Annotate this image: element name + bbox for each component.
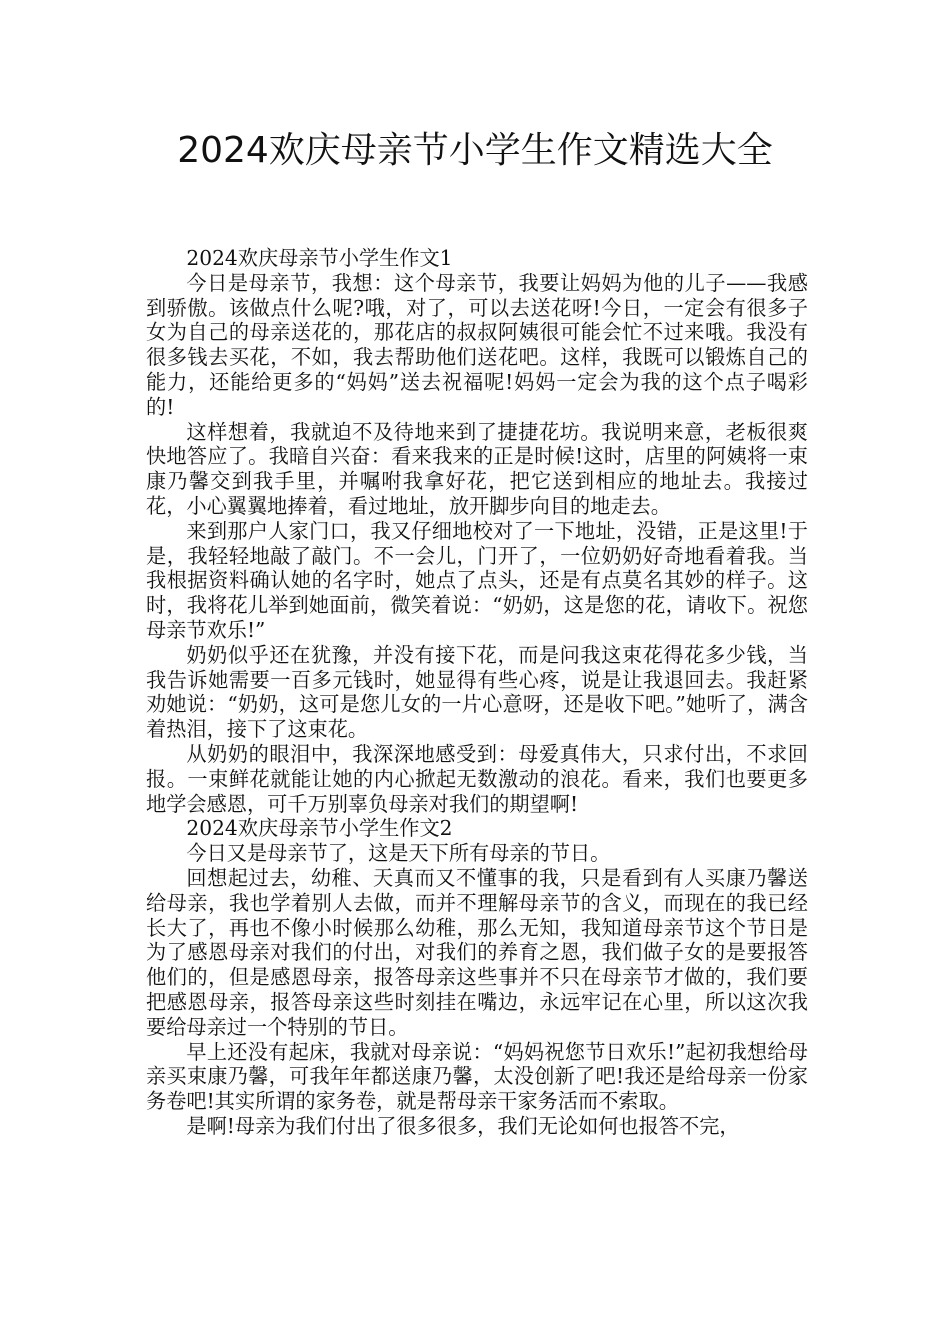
essay-heading-2: 2024欢庆母亲节小学生作文2 — [186, 816, 453, 841]
paragraph: 来到那户人家门口，我又仔细地校对了一下地址，没错，正是这里!于是，我轻轻地敲了敲门。不一会儿，门开了，一位奶奶好奇地看着我。当我根据资料确认她的名字时，她点了点头，还是有点莫名其妙的样子。这时，我将花儿举到她面前，微笑着说：“奶奶，这是您的花，请收下。祝您母亲节欢乐!” — [146, 518, 808, 642]
paragraph: 早上还没有起床，我就对母亲说：“妈妈祝您节日欢乐!”起初我想给母亲买束康乃馨，可我年年都送康乃馨，太没创新了吧!我还是给母亲一份家务卷吧!其实所谓的家务卷，就是帮母亲干家务活而不索取。 — [146, 1039, 808, 1114]
paragraph: 今日又是母亲节了，这是天下所有母亲的节日。 — [186, 841, 611, 866]
paragraph: 是啊!母亲为我们付出了很多很多，我们无论如何也报答不完， — [186, 1113, 740, 1138]
document-body — [146, 246, 808, 1139]
paragraph: 这样想着，我就迫不及待地来到了捷捷花坊。我说明来意，老板很爽快地答应了。我暗自兴奋：看来我来的正是时候!这时，店里的阿姨将一束康乃馨交到我手里，并嘱咐我拿好花，把它送到相应的地址去。我接过花，小心翼翼地捧着，看过地址，放开脚步向目的地走去。 — [146, 419, 808, 518]
paragraph: 回想起过去，幼稚、天真而又不懂事的我，只是看到有人买康乃馨送给母亲，我也学着别人去做，而并不理解母亲节的含义，而现在的我已经长大了，再也不像小时候那么幼稚，那么无知，我知道母亲节这个节日是为了感恩母亲对我们的付出，对我们的养育之恩，我们做子女的是要报答他们的，但是感恩母亲，报答母亲这些事并不只在母亲节才做的，我们要把感恩母亲，报答母亲这些时刻挂在嘴边，永远牢记在心里，所以这次我要给母亲过一个特别的节日。 — [146, 865, 808, 1039]
paragraph: 奶奶似乎还在犹豫，并没有接下花，而是问我这束花得花多少钱，当我告诉她需要一百多元钱时，她显得有些心疼，说是让我退回去。我赶紧劝她说：“奶奶，这可是您儿女的一片心意呀，还是收下吧。”她听了，满含着热泪，接下了这束花。 — [146, 642, 808, 742]
paragraph: 从奶奶的眼泪中，我深深地感受到：母爱真伟大，只求付出，不求回报。一束鲜花就能让她的内心掀起无数激动的浪花。看来，我们也要更多地学会感恩，可千万别辜负母亲对我们的期望啊! — [146, 741, 808, 816]
essay-heading-1: 2024欢庆母亲节小学生作文1 — [186, 246, 453, 270]
document-title: 2024欢庆母亲节小学生作文精选大全 — [177, 130, 773, 171]
paragraph: 今日是母亲节，我想：这个母亲节，我要让妈妈为他的儿子——我感到骄傲。该做点什么呢?哦，对了，可以去送花呀!今日，一定会有很多子女为自己的母亲送花的，那花店的叔叔阿姨很可能会忙不过来哦。我没有很多钱去买花，不如，我去帮助他们送花吧。这样，我既可以锻炼自己的能力，还能给更多的“妈妈”送去祝福呢!妈妈一定会为我的这个点子喝彩的! — [146, 270, 808, 419]
